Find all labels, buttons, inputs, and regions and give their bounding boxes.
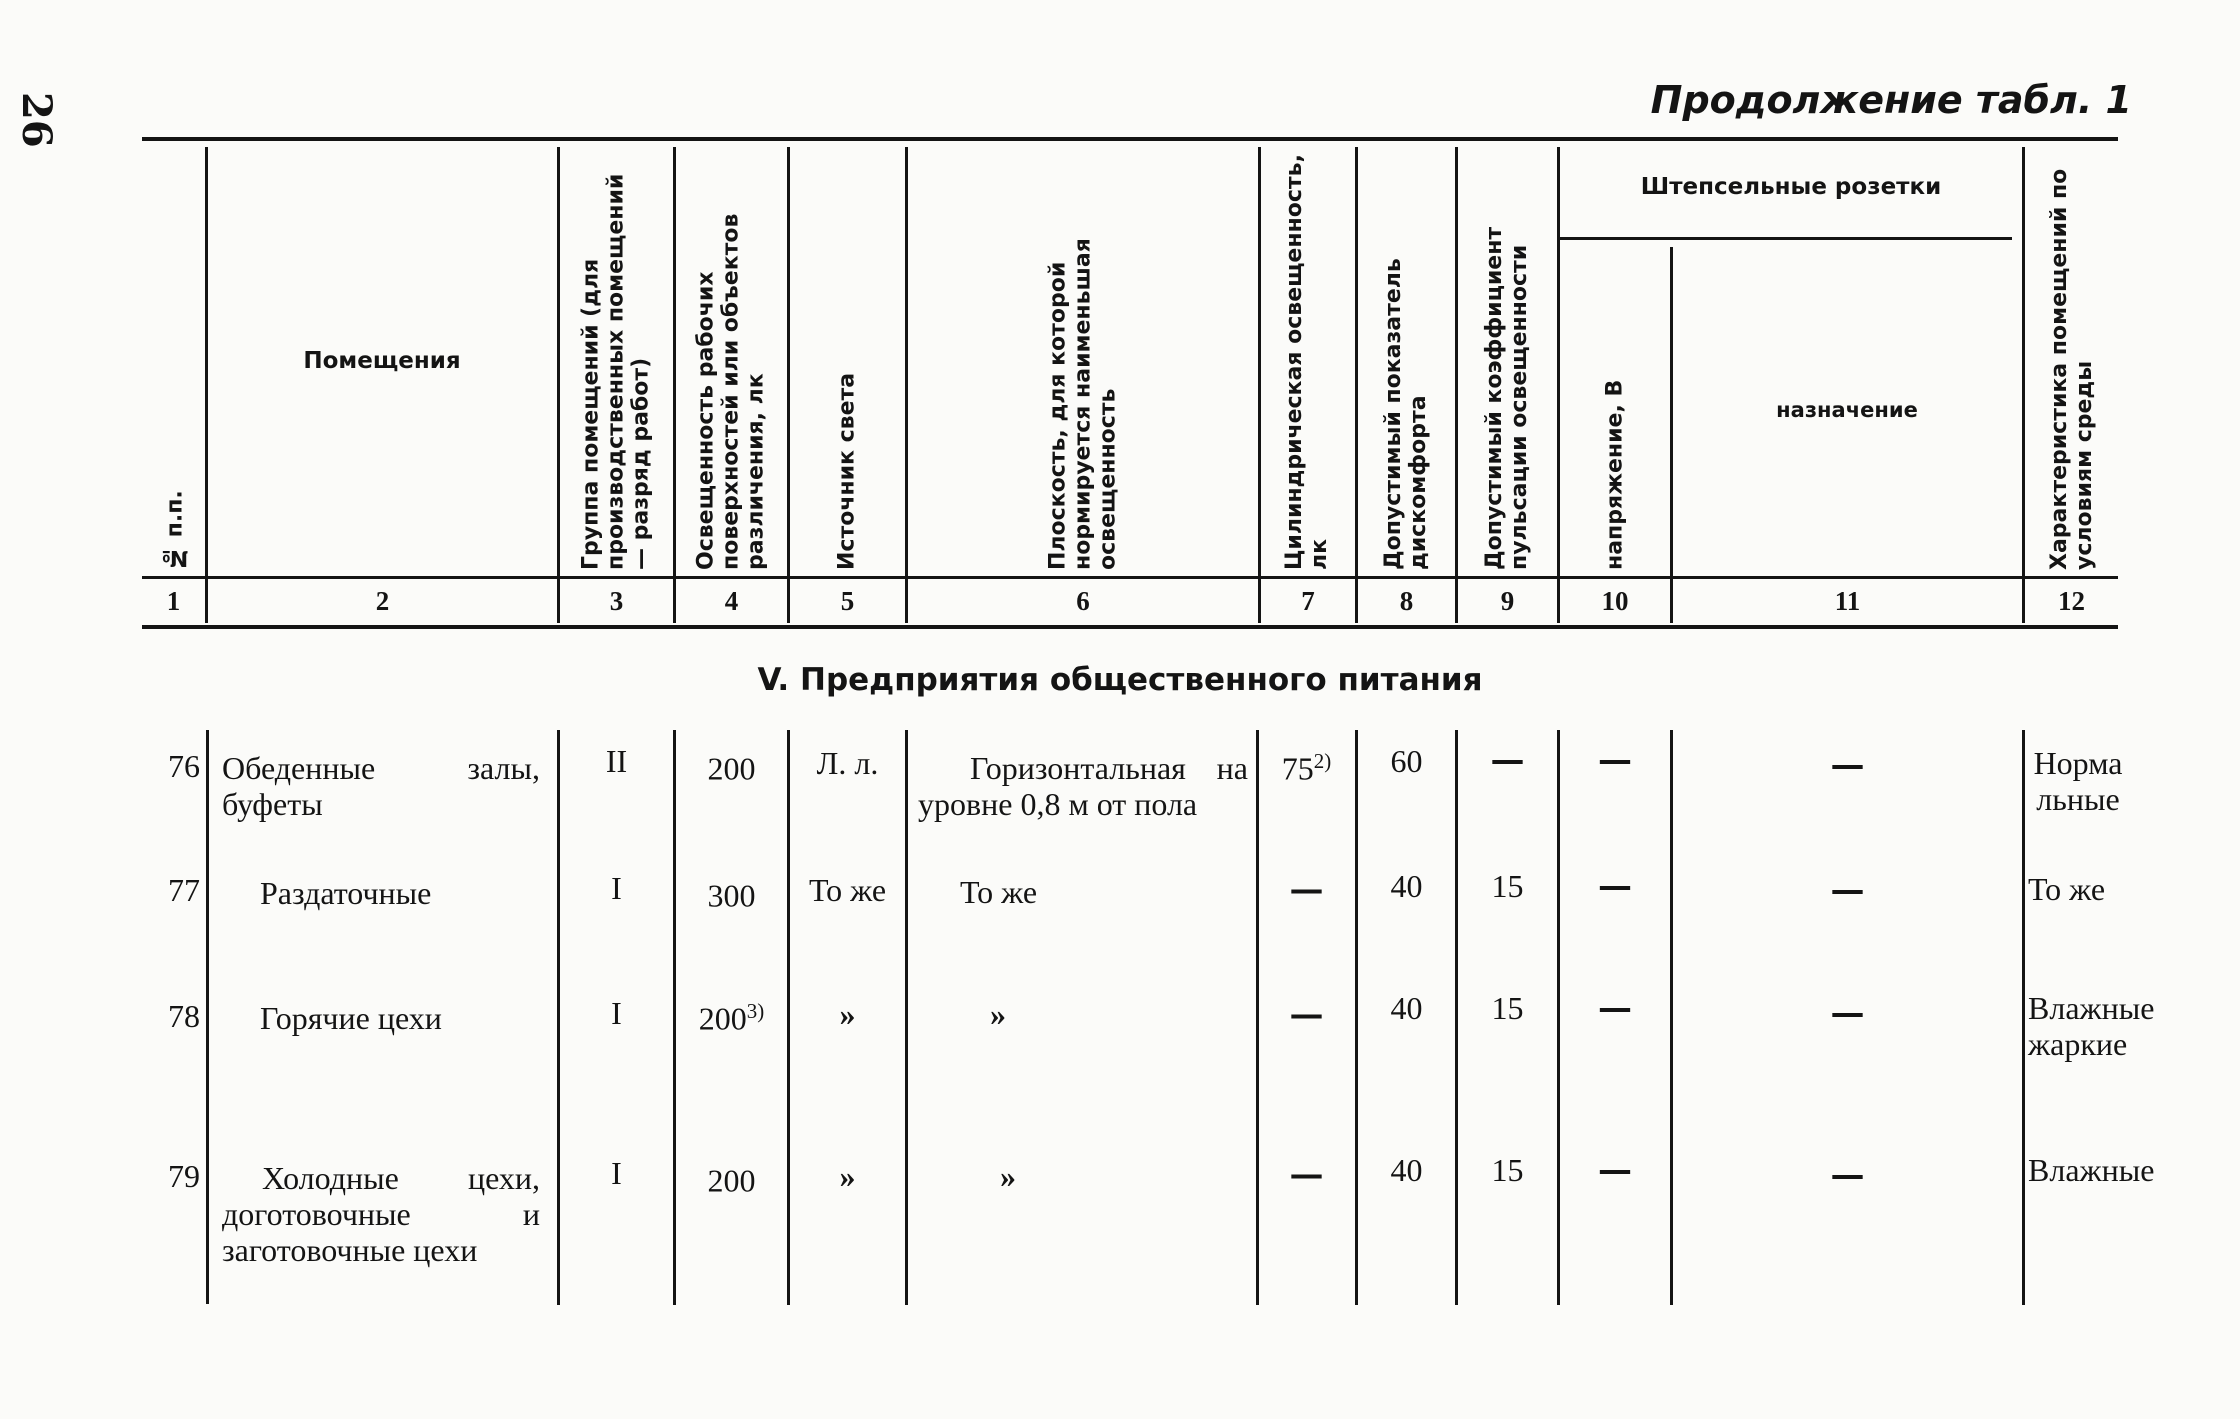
column-number: 4 (724, 586, 739, 616)
row-78-environment: Влажные жаркие (2028, 990, 2155, 1062)
section-title: V. Предприятия общественного питания (757, 662, 1483, 698)
column-number: 8 (1399, 586, 1414, 616)
row-79-plane: » (1000, 1158, 1016, 1194)
header-column-separator (2022, 147, 2025, 623)
row-76-purpose: — (1830, 745, 1865, 785)
sockets-group-rule (1560, 237, 2012, 240)
row-77-group: I (611, 870, 622, 906)
row-79-number: 79 (168, 1158, 200, 1194)
header-column-separator (1455, 147, 1458, 623)
row-79-discomfort: 40 (1390, 1152, 1423, 1188)
body-column-separator (206, 730, 209, 860)
row-76-environment: Нормальные (2033, 745, 2123, 817)
row-79-light-source: » (839, 1158, 856, 1194)
column-number: 12 (2058, 586, 2085, 616)
row-79-room: Холодные цехи, доготовочные и заготовочные цехи (222, 1160, 540, 1268)
row-76-cylindrical: 75$^{2)}$ (1281, 749, 1332, 787)
table-continuation-title: Продолжение табл. 1 (1650, 78, 2132, 122)
row-77-light-source: То же (808, 872, 887, 908)
row-77-plane: То же (960, 874, 1038, 910)
body-column-separator (2022, 730, 2025, 1305)
row-79-group: I (611, 1155, 622, 1191)
header-bottom-rule (142, 576, 2118, 579)
row-78-cylindrical: — (1289, 994, 1324, 1035)
row-76-voltage: — (1598, 740, 1632, 780)
row-77-discomfort: 40 (1390, 868, 1423, 904)
row-78-purpose: — (1830, 993, 1865, 1033)
column-number: 9 (1500, 586, 1515, 616)
header-top-rule (142, 137, 2118, 141)
column-numbers-rule (142, 625, 2118, 629)
header-column-separator (205, 147, 208, 623)
header-column-separator (1258, 147, 1261, 623)
header-column-separator (1670, 247, 1673, 623)
header-col-9-pulsation: Допустимый коэффициент пульсации освещенности (1482, 226, 1532, 570)
row-76-number: 76 (168, 748, 200, 784)
row-77-number: 77 (168, 872, 200, 908)
header-column-separator (557, 147, 560, 623)
page-number: 26 (13, 92, 60, 148)
header-sockets-group: Штепсельные розетки (1640, 174, 1942, 200)
header-col-6-plane: Плоскость, для которой нормируется наименьшая освещенность (1045, 238, 1121, 570)
row-78-group: I (611, 995, 622, 1031)
row-76-plane: Горизонтальная на уровне 0,8 м от пола (918, 750, 1248, 822)
row-77-pulsation: 15 (1491, 868, 1524, 904)
body-column-separator (905, 730, 908, 1305)
row-77-room: Раздаточные (260, 875, 432, 911)
row-77-purpose: — (1830, 870, 1865, 910)
body-column-separator (206, 858, 209, 1304)
row-76-group: II (605, 743, 628, 779)
row-78-discomfort: 40 (1390, 990, 1423, 1026)
row-78-light-source: » (839, 996, 856, 1032)
row-79-pulsation: 15 (1491, 1152, 1524, 1188)
header-column-separator (905, 147, 908, 623)
header-col-11-purpose: назначение (1776, 398, 1918, 422)
row-79-cylindrical: — (1289, 1154, 1324, 1195)
column-number: 3 (609, 586, 624, 616)
column-number: 11 (1834, 586, 1861, 616)
row-77-voltage: — (1598, 866, 1632, 906)
row-79-voltage: — (1598, 1150, 1632, 1190)
row-76-discomfort: 60 (1390, 743, 1423, 779)
row-77-illuminance: 300 (707, 877, 756, 914)
header-column-separator (1557, 147, 1560, 623)
row-78-number: 78 (168, 998, 200, 1034)
column-number: 5 (840, 586, 855, 616)
header-col-12-environment: Характеристика помещений по условиям среды (2047, 168, 2097, 570)
row-76-light-source: Л. л. (816, 745, 879, 781)
row-78-plane: » (990, 996, 1006, 1032)
header-col-7-cylindrical: Цилиндрическая освещенность, лк (1282, 154, 1332, 570)
header-column-separator (1355, 147, 1358, 623)
row-77-environment: То же (2028, 871, 2106, 907)
row-79-purpose: — (1830, 1155, 1865, 1195)
row-77-cylindrical: — (1289, 869, 1324, 910)
column-number: 6 (1076, 586, 1090, 616)
row-79-environment: Влажные (2028, 1152, 2155, 1188)
row-78-voltage: — (1598, 988, 1632, 1028)
column-number: 7 (1301, 586, 1315, 616)
header-col-1-number: № п.п. (162, 490, 188, 570)
header-column-separator (673, 147, 676, 623)
header-column-separator (787, 147, 790, 623)
header-col-8-discomfort: Допустимый показатель дискомфорта (1381, 258, 1431, 570)
row-76-pulsation: — (1490, 740, 1525, 780)
header-col-5-light-source: Источник света (834, 372, 860, 570)
column-number: 2 (375, 586, 390, 616)
row-78-room: Горячие цехи (260, 1000, 442, 1036)
row-78-illuminance: 200$^{3)}$ (698, 999, 765, 1037)
header-col-4-illuminance: Освещенность рабочих поверхностей или объектов различения, лк (693, 213, 769, 570)
row-79-illuminance: 200 (707, 1162, 756, 1199)
column-number: 10 (1601, 586, 1629, 616)
header-col-10-voltage: напряжение, В (1602, 379, 1628, 570)
row-78-pulsation: 15 (1491, 990, 1524, 1026)
row-76-room: Обеденные залы, буфеты (222, 750, 540, 822)
header-col-2-rooms: Помещения (303, 348, 461, 374)
header-col-3-group: Группа помещений (для производственных помещений — разряд работ) (578, 173, 654, 570)
column-number: 1 (166, 586, 181, 616)
row-76-illuminance: 200 (707, 750, 756, 787)
